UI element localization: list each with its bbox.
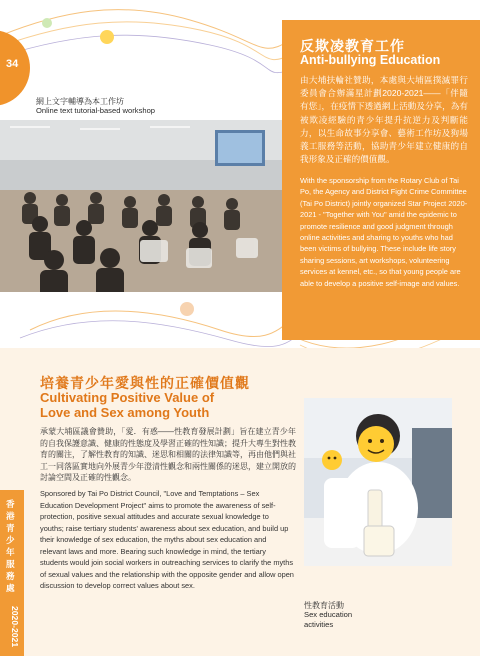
sex-education-activity-photo: [304, 398, 452, 566]
section2-body-cn: 承蒙大埔區議會贊助，「愛．有惑——性教育發展計劃」旨在建立青少年的自我保護意識、健康的性態度及學習正確的性知識；提升大專生對性教育的關注，了解性教育的知識、迷思和相關的法律知識等，再由他們與社工一同落區實地向外展青少年澄清性觀念和兩性關係的迷思，建立開放的討論空間及正確的性觀念。: [40, 427, 296, 483]
section1-title-cn: 反欺凌教育工作: [300, 38, 405, 54]
decorative-dot: [42, 18, 52, 28]
section1-body-en: With the sponsorship from the Rotary Club of Tai Po, the Agency and District Fight Crime Committee (Tai Po District) jointly organized Star Project 2020-2021 - "Together with You" amid the epidemic to promote resilience and good judgment through online activities and sharing to youths who had been victims of bullying. These include life story sharing sessions, art workshops, volunteering services at kennel, etc., so that young people are able to develop a positive self-image and values.: [300, 176, 468, 288]
photo1-caption-en: Online text tutorial-based workshop: [36, 106, 156, 115]
photo2-caption-cn: 性教育活動: [304, 601, 344, 610]
section1-title-en: Anti-bullying Education: [300, 53, 441, 67]
organization-name-cn: 香港青少年服務處: [6, 499, 15, 593]
classroom-photo-illustration: [0, 120, 282, 292]
activity-photo-illustration: [304, 398, 452, 566]
photo2-caption-en-line1: Sex education: [304, 610, 353, 619]
section2-title-en-line2: Love and Sex among Youth: [40, 405, 210, 420]
emoji-face-icon: [358, 426, 394, 462]
photo1-caption-cn: 網上文字輔導為本工作坊: [36, 97, 124, 106]
report-year: 2020-2021: [10, 606, 20, 648]
page-number: 34: [6, 58, 19, 70]
section1-body-cn: 由大埔扶輪社贊助，本處與大埔區撲滅罪行委員會合辦滿星計劃2020-2021——「伴隨有您」，在疫情下透過網上活動及分享，為有被欺凌經驗的青少年提升抗逆力及判斷能力，以生命故事分享會、藝術工作坊及狗場義工服務等活動，協助青少年建立健康的自我形象及正確的價值觀。: [300, 75, 468, 165]
section2-title-cn: 培養青少年愛與性的正確價值觀: [40, 375, 250, 391]
decorative-dot: [100, 30, 114, 44]
emoji-face-icon: [322, 450, 342, 470]
classroom-workshop-photo: [0, 120, 282, 292]
section2-body-en: Sponsored by Tai Po District Council, "Love and Temptations – Sex Education Development Project" aims to promote the awareness of self-protection, positive sexual attitudes and accurate sexual knowledge to youths; raise tertiary students' awareness about sex education, and build up their knowledge of sex education, the myths about sex education and relevant laws and more. Bearing such knowledge in mind, the tertiary students would join social workers in outreaching services to clarify the myths of sexual values and the relationship with the opposite gender and allow open discussion to develop correct values about sex.: [40, 489, 294, 590]
photo2-caption-en-line2: activities: [304, 620, 334, 629]
section2-title-en-line1: Cultivating Positive Value of: [40, 390, 215, 405]
decorative-dot: [180, 302, 194, 316]
